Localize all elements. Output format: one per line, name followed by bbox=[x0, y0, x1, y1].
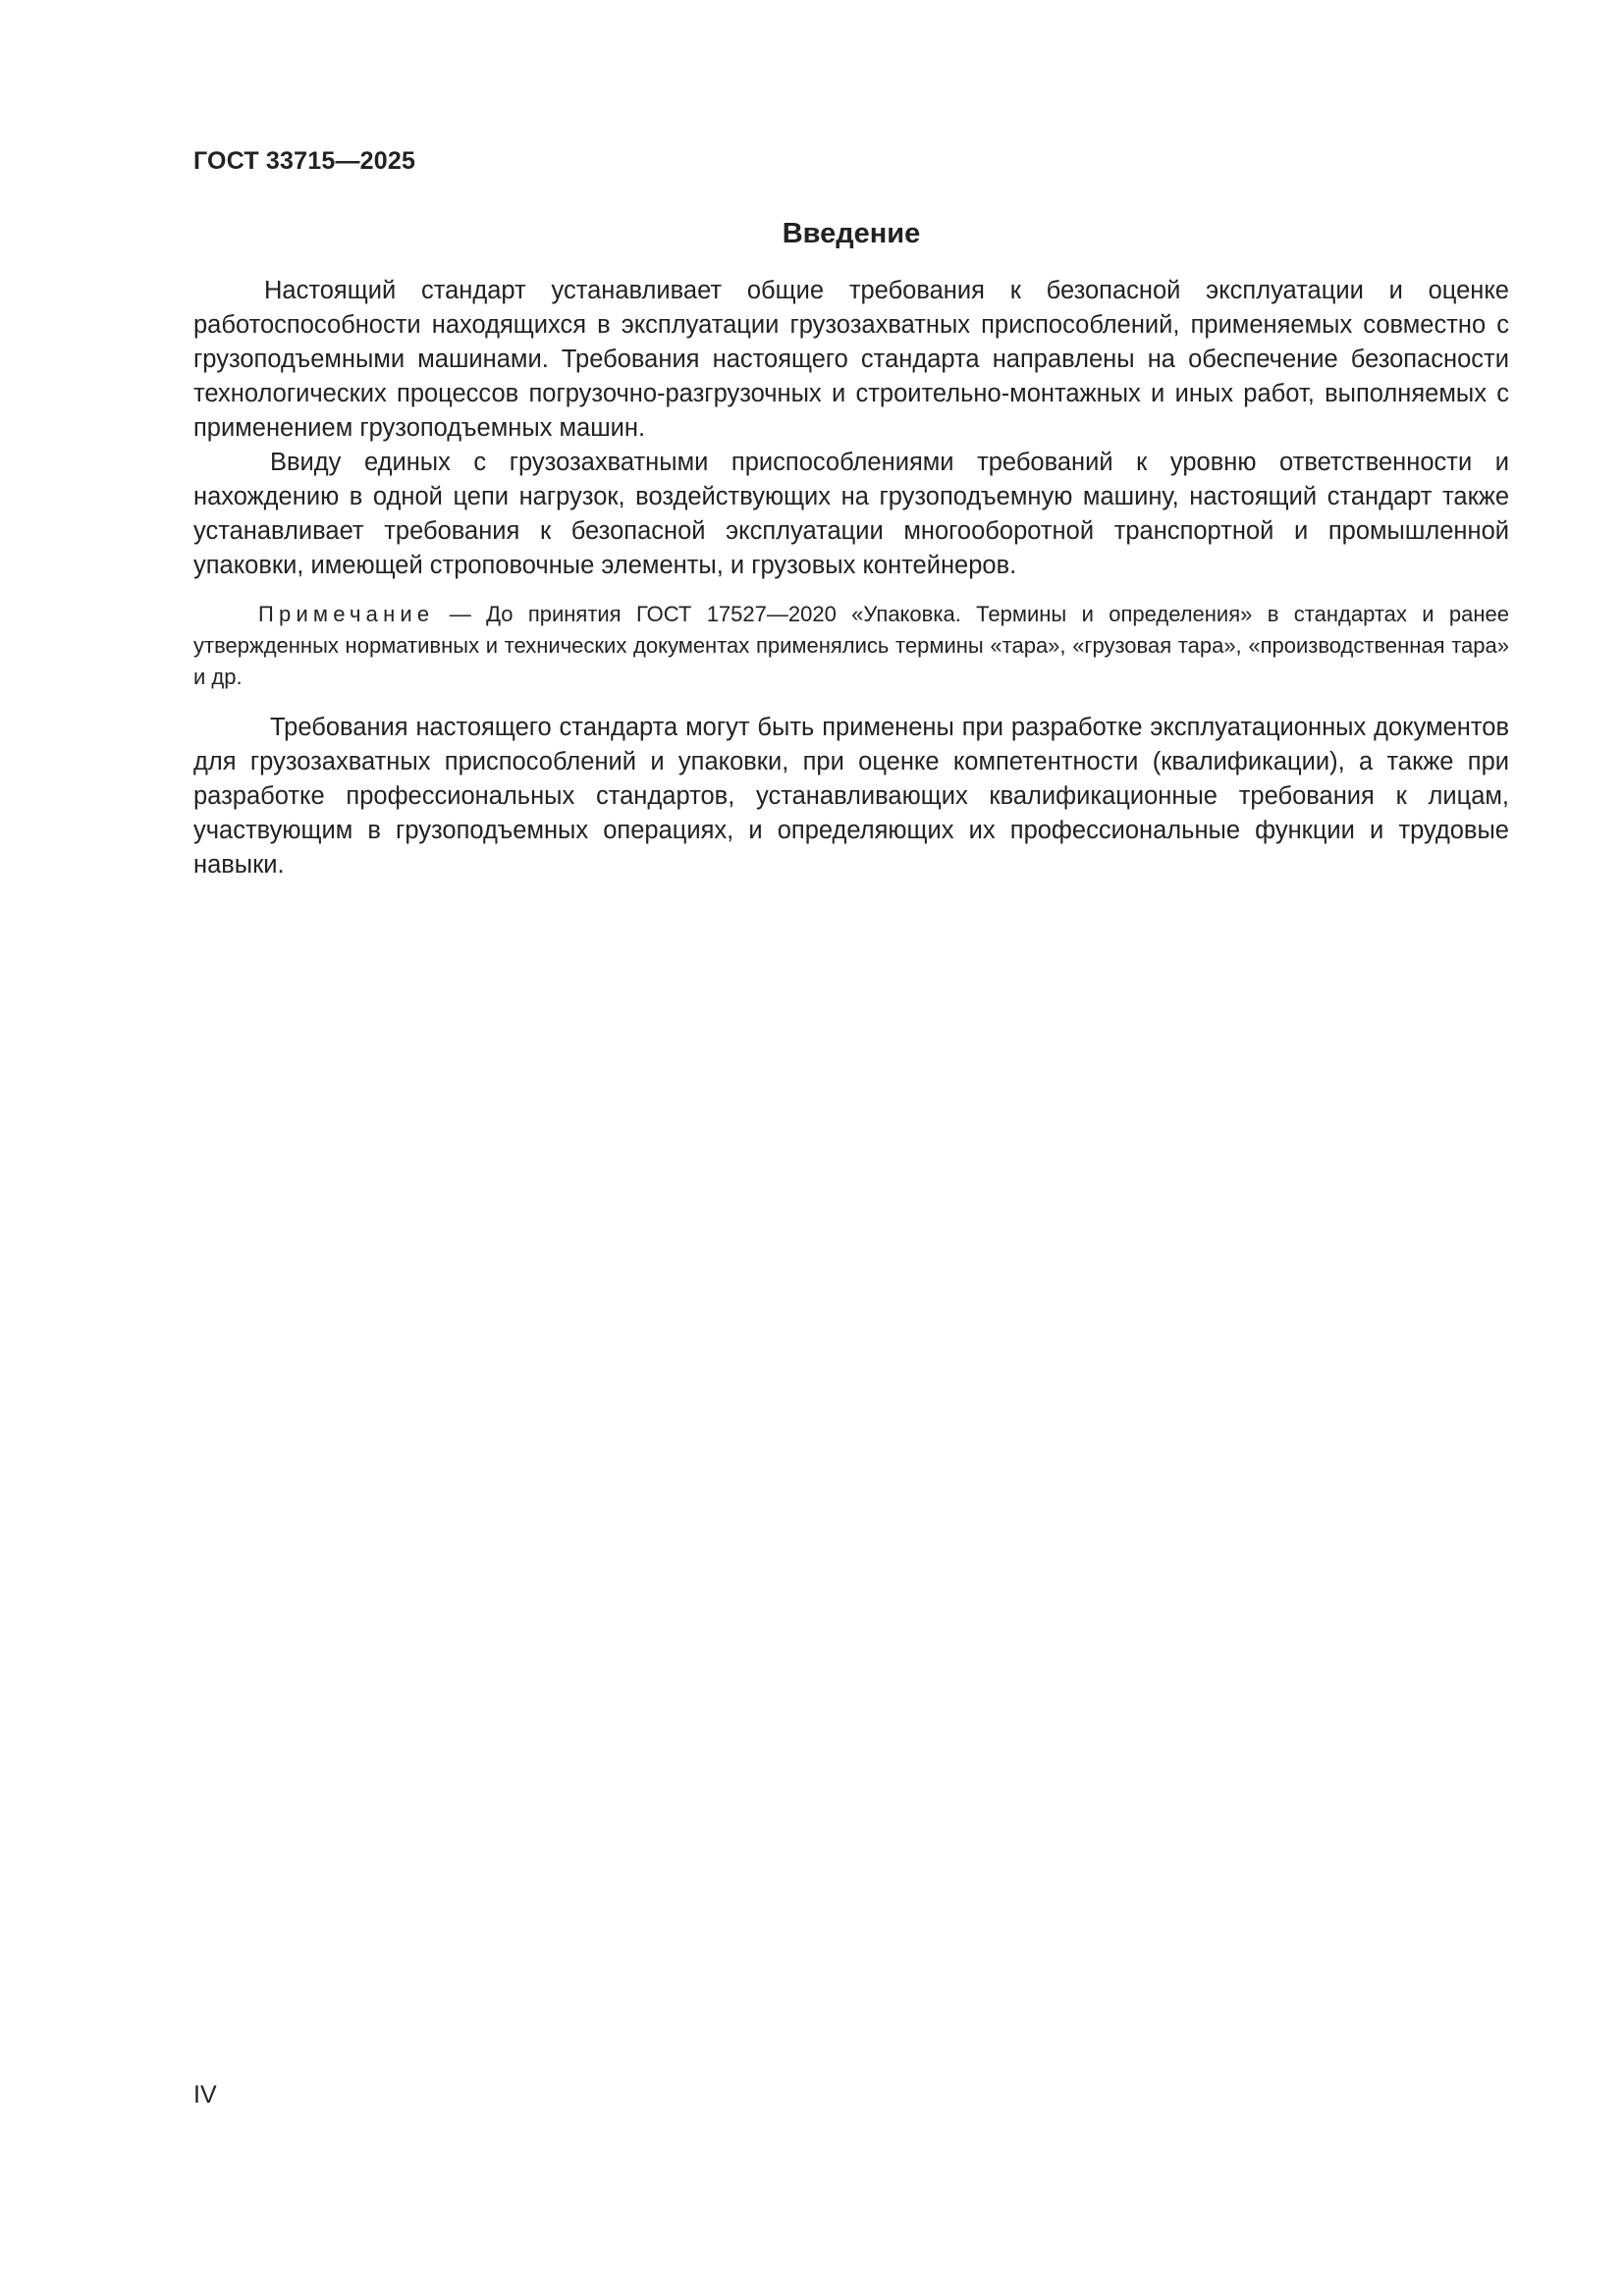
section-title: Введение bbox=[782, 218, 921, 249]
paragraph-2: Ввиду единых с грузозахватными приспособлениями требований к уровню ответственности и нахождению в одной цепи нагрузок, воздействующих на грузоподъемную машину, настоящий стандарт также устанавливает требования к безопасной эксплуатации многооборотной транспортной и промышленной упаковки, имеющей строповочные элементы, и грузовых контейнеров. bbox=[193, 449, 1509, 579]
note-text: — До принятия ГОСТ 17527—2020 «Упаковка. Термины и определения» в стандартах и ранее утвержденных нормативных и технических документах применялись термины «тара», «грузовая тара», «производственная тара» и др. bbox=[193, 602, 1509, 689]
page-number: IV bbox=[193, 2081, 217, 2109]
introduction-section bbox=[193, 218, 1509, 882]
document-code: ГОСТ 33715—2025 bbox=[193, 147, 416, 175]
paragraph-3: Требования настоящего стандарта могут быть применены при разработке эксплуатационных документов для грузозахватных приспособлений и упаковки, при оценке компетентности (квалификации), а также при разработке профессиональных стандартов, устанавливающих квалификационные требования к лицам, участвующим в грузоподъемных операциях, и определяющих их профессиональные функции и трудовые навыки. bbox=[193, 714, 1509, 879]
note bbox=[193, 599, 1509, 693]
note-label: Примечание bbox=[258, 602, 435, 626]
paragraph-1: Настоящий стандарт устанавливает общие требования к безопасной эксплуатации и оценке работоспособности находящихся в эксплуатации грузозахватных приспособлений, применяемых совместно с грузоподъемными машинами. Требования настоящего стандарта направлены на обеспечение безопасности технологических процессов погрузочно-разгрузочных и строительно-монтажных и иных работ, выполняемых с применением грузоподъемных машин. bbox=[193, 277, 1509, 442]
